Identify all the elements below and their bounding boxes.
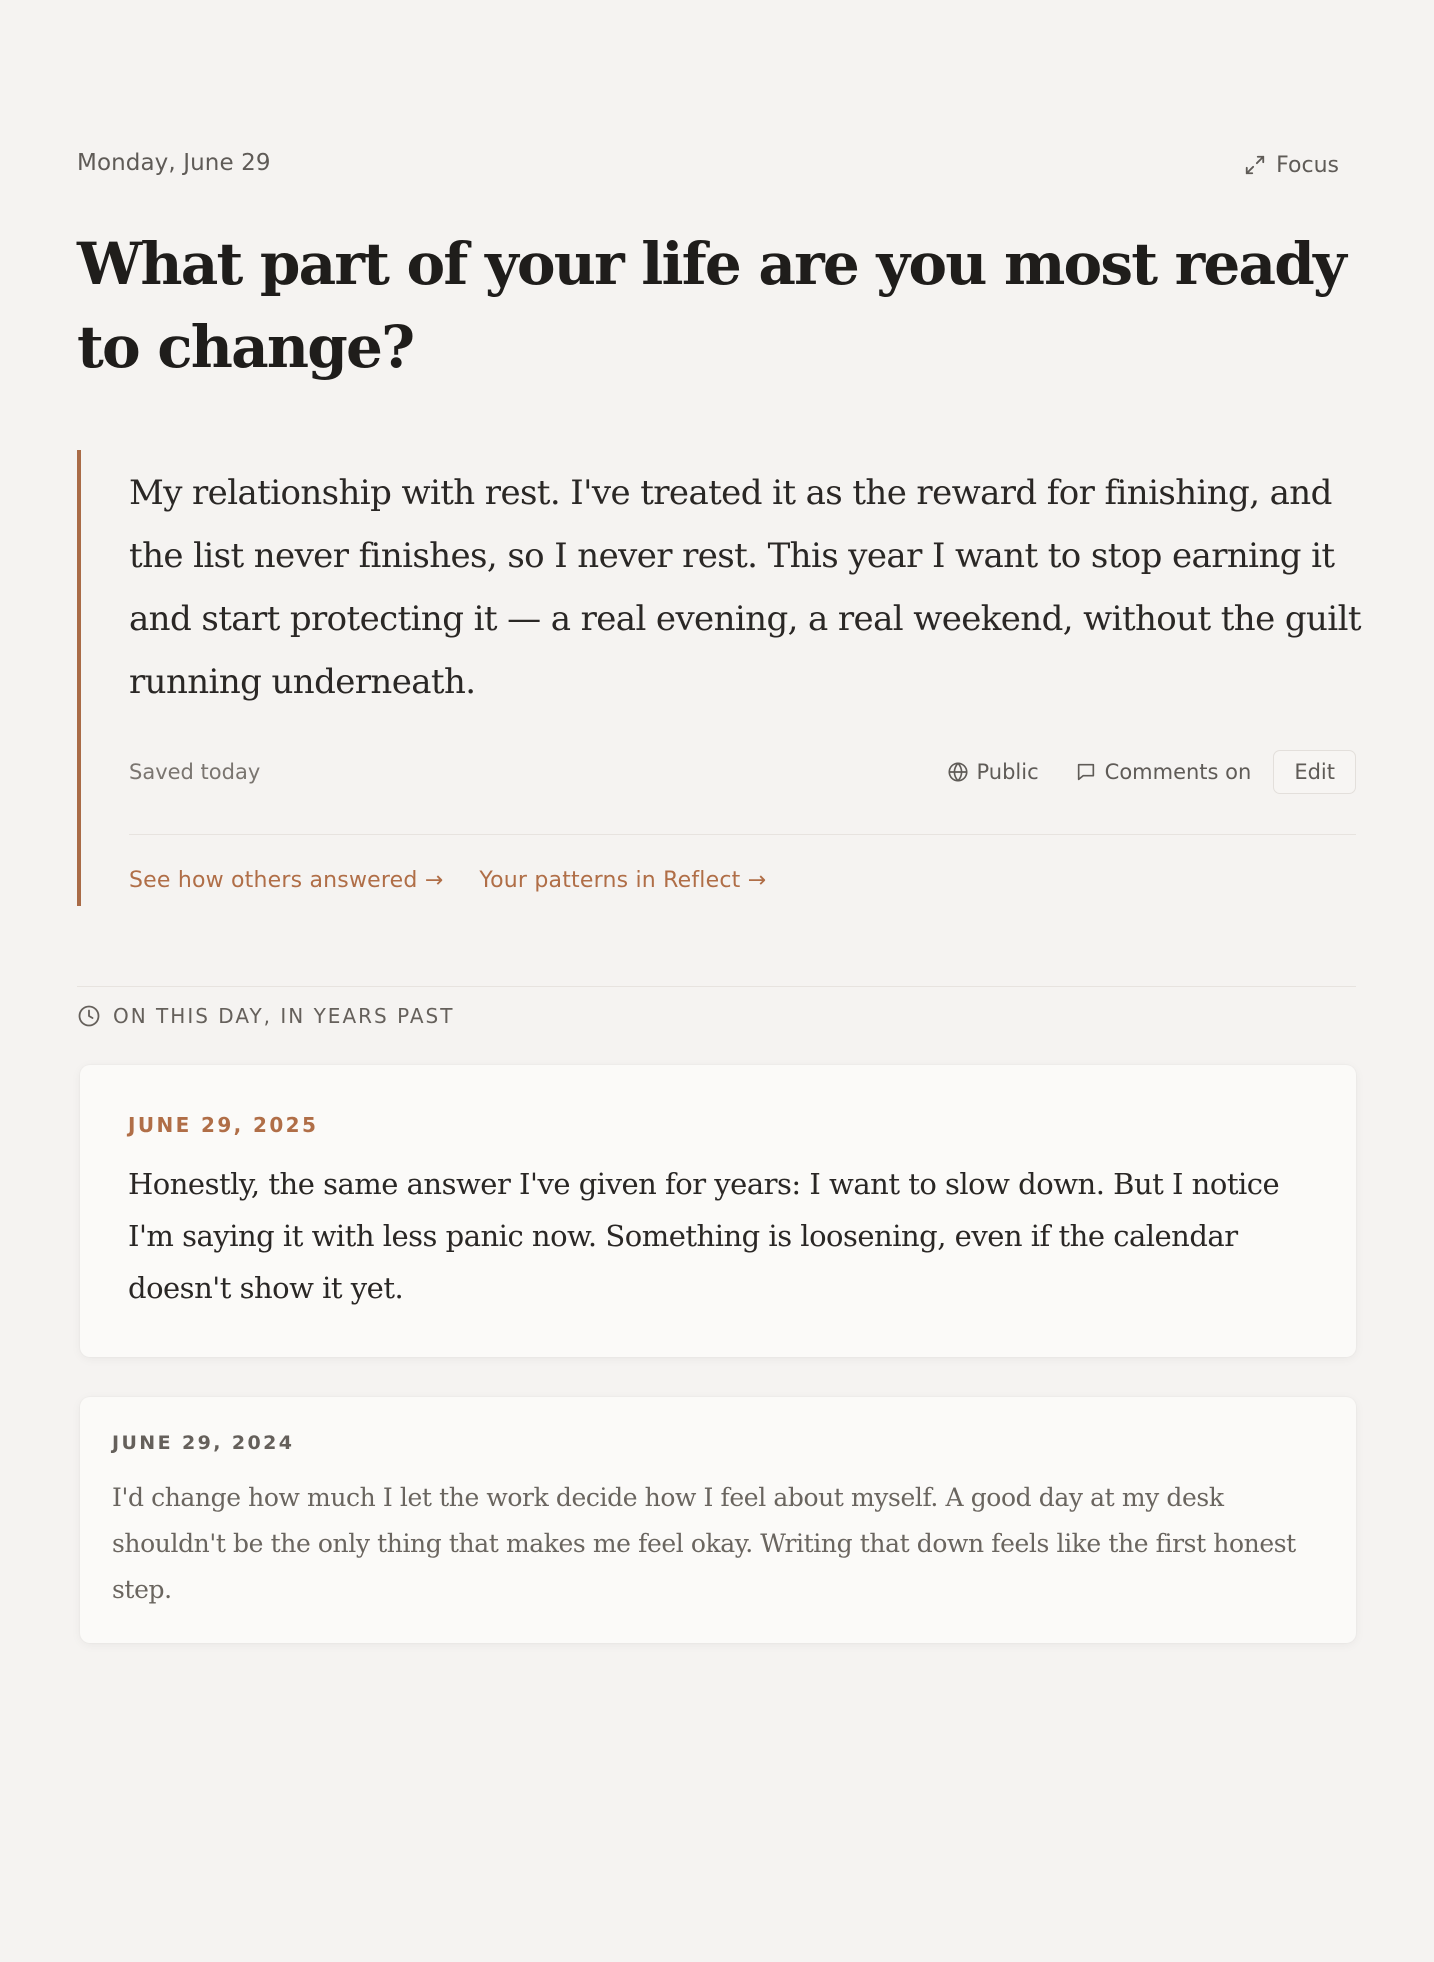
past-entry-text: Honestly, the same answer I've given for years: I want to slow down. But I notice I'm saying it with less panic now. Something is loosening, even if the calendar doesn't show it yet. [128,1167,1280,1305]
entry-links [129,868,766,893]
entry-meta-row [129,750,1356,794]
comment-icon [1075,761,1097,783]
past-entry-text: I'd change how much I let the work decide how I feel about myself. A good day at my desk shouldn't be the only thing that makes me feel okay. Writing that down feels like the first honest step. [112,1483,1296,1604]
past-entry-date: JUNE 29, 2024 [112,1432,295,1454]
expand-icon [1244,154,1266,176]
entry-text: My relationship with rest. I've treated it as the reward for finishing, and the list never finishes, so I never rest. This year I want to stop earning it and start protecting it — a real evening, a real weekend, without the guilt running underneath. [129,473,1361,702]
comments-toggle[interactable] [1075,760,1252,784]
past-entry-card[interactable] [80,1397,1356,1643]
visibility-toggle[interactable] [947,760,1039,784]
focus-button[interactable] [1244,148,1339,182]
visibility-label: Public [976,760,1039,784]
entry-actions [947,750,1357,794]
see-others-link[interactable]: See how others answered → [129,868,444,893]
reflect-patterns-link[interactable]: Your patterns in Reflect → [479,868,767,893]
current-entry [77,450,1360,906]
past-section-title: ON THIS DAY, IN YEARS PAST [113,1004,455,1028]
globe-icon [947,761,969,783]
entry-date: Monday, June 29 [77,150,271,176]
edit-button[interactable]: Edit [1273,750,1356,794]
past-entry-card[interactable] [80,1065,1356,1357]
focus-label: Focus [1276,152,1339,178]
section-divider [77,986,1356,987]
entry-divider [129,834,1356,835]
comments-label: Comments on [1104,760,1252,784]
past-entry-date: JUNE 29, 2025 [128,1113,319,1137]
top-bar [77,148,1356,182]
prompt-question: What part of your life are you most ready to change? [77,230,1345,381]
past-section-header [77,1004,454,1028]
clock-icon [77,1004,101,1028]
saved-status: Saved today [129,760,261,784]
